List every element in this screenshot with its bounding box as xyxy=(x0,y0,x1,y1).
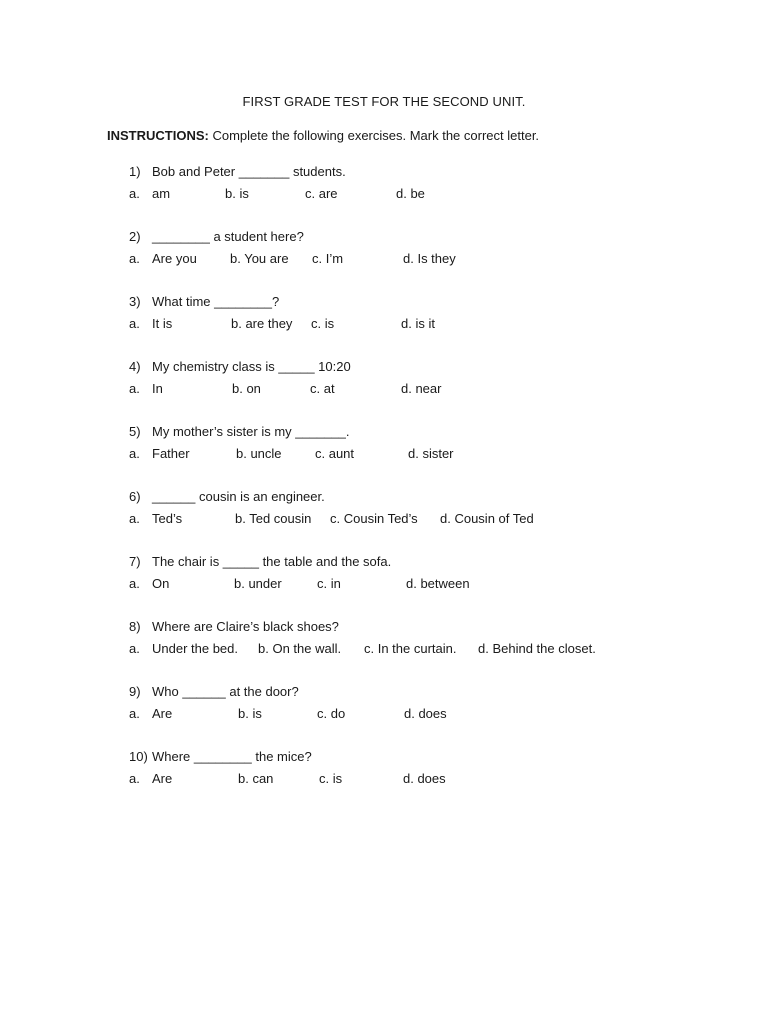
option-letter-a[interactable]: a. xyxy=(129,576,140,591)
option-b[interactable]: b. are they xyxy=(231,316,293,331)
option-a[interactable]: Are you xyxy=(152,251,197,266)
option-letter-a[interactable]: a. xyxy=(129,381,140,396)
option-a[interactable]: Father xyxy=(152,446,190,461)
option-b[interactable]: b. Ted cousin xyxy=(235,511,312,526)
option-letter-a[interactable]: a. xyxy=(129,251,140,266)
option-d[interactable]: d. does xyxy=(404,706,447,721)
instructions xyxy=(107,128,539,143)
option-letter-a[interactable]: a. xyxy=(129,511,140,526)
question-10 xyxy=(129,749,689,789)
option-b[interactable]: b. You are xyxy=(230,251,289,266)
option-c[interactable]: c. at xyxy=(310,381,335,396)
question-6 xyxy=(129,489,689,529)
question-number: 8) xyxy=(129,619,141,634)
question-text: ________ a student here? xyxy=(152,229,304,244)
option-b[interactable]: b. uncle xyxy=(236,446,282,461)
option-c[interactable]: c. do xyxy=(317,706,346,721)
question-text: Where ________ the mice? xyxy=(152,749,312,764)
option-d[interactable]: d. near xyxy=(401,381,442,396)
option-c[interactable]: c. are xyxy=(305,186,338,201)
question-5 xyxy=(129,424,689,464)
question-number: 10) xyxy=(129,749,148,764)
option-b[interactable]: b. can xyxy=(238,771,274,786)
option-a[interactable]: In xyxy=(152,381,163,396)
option-c[interactable]: c. aunt xyxy=(315,446,355,461)
question-1 xyxy=(129,164,689,204)
option-d[interactable]: d. Cousin of Ted xyxy=(440,511,534,526)
option-c[interactable]: c. Cousin Ted’s xyxy=(330,511,418,526)
question-text: ______ cousin is an engineer. xyxy=(152,489,325,504)
question-8 xyxy=(129,619,689,659)
option-a[interactable]: It is xyxy=(152,316,173,331)
option-b[interactable]: b. On the wall. xyxy=(258,641,342,656)
option-c[interactable]: c. is xyxy=(319,771,343,786)
instructions-text: Complete the following exercises. Mark the correct letter. xyxy=(208,128,540,143)
option-d[interactable]: d. between xyxy=(406,576,470,591)
option-b[interactable]: b. under xyxy=(234,576,282,591)
question-4 xyxy=(129,359,689,399)
option-b[interactable]: b. is xyxy=(225,186,249,201)
question-number: 4) xyxy=(129,359,141,374)
question-3 xyxy=(129,294,689,334)
question-text: The chair is _____ the table and the sofa. xyxy=(152,554,392,569)
option-d[interactable]: d. is it xyxy=(401,316,435,331)
option-d[interactable]: d. Behind the closet. xyxy=(478,641,596,656)
question-number: 5) xyxy=(129,424,141,439)
option-letter-a[interactable]: a. xyxy=(129,641,140,656)
question-text: Who ______ at the door? xyxy=(152,684,299,699)
option-d[interactable]: d. Is they xyxy=(403,251,456,266)
question-text: What time ________? xyxy=(152,294,280,309)
option-letter-a[interactable]: a. xyxy=(129,446,140,461)
question-number: 3) xyxy=(129,294,141,309)
option-a[interactable]: Are xyxy=(152,706,173,721)
instructions-label: INSTRUCTIONS: xyxy=(107,128,209,143)
option-d[interactable]: d. sister xyxy=(408,446,454,461)
question-number: 1) xyxy=(129,164,141,179)
question-9 xyxy=(129,684,689,724)
option-letter-a[interactable]: a. xyxy=(129,316,140,331)
question-number: 9) xyxy=(129,684,141,699)
option-c[interactable]: c. In the curtain. xyxy=(364,641,457,656)
question-7 xyxy=(129,554,689,594)
option-d[interactable]: d. be xyxy=(396,186,425,201)
question-text: Where are Claire’s black shoes? xyxy=(152,619,339,634)
option-letter-a[interactable]: a. xyxy=(129,771,140,786)
option-c[interactable]: c. in xyxy=(317,576,341,591)
option-letter-a[interactable]: a. xyxy=(129,706,140,721)
question-number: 6) xyxy=(129,489,141,504)
option-a[interactable]: On xyxy=(152,576,170,591)
question-text: Bob and Peter _______ students. xyxy=(152,164,346,179)
option-a[interactable]: am xyxy=(152,186,171,201)
question-number: 2) xyxy=(129,229,141,244)
question-text: My chemistry class is _____ 10:20 xyxy=(152,359,351,374)
option-letter-a[interactable]: a. xyxy=(129,186,140,201)
option-b[interactable]: b. is xyxy=(238,706,262,721)
option-c[interactable]: c. is xyxy=(311,316,335,331)
option-d[interactable]: d. does xyxy=(403,771,446,786)
question-number: 7) xyxy=(129,554,141,569)
option-c[interactable]: c. I’m xyxy=(312,251,344,266)
option-a[interactable]: Ted’s xyxy=(152,511,183,526)
option-a[interactable]: Under the bed. xyxy=(152,641,239,656)
option-a[interactable]: Are xyxy=(152,771,173,786)
option-b[interactable]: b. on xyxy=(232,381,261,396)
question-text: My mother’s sister is my _______. xyxy=(152,424,350,439)
page-title: FIRST GRADE TEST FOR THE SECOND UNIT. xyxy=(242,94,526,109)
question-2 xyxy=(129,229,689,269)
